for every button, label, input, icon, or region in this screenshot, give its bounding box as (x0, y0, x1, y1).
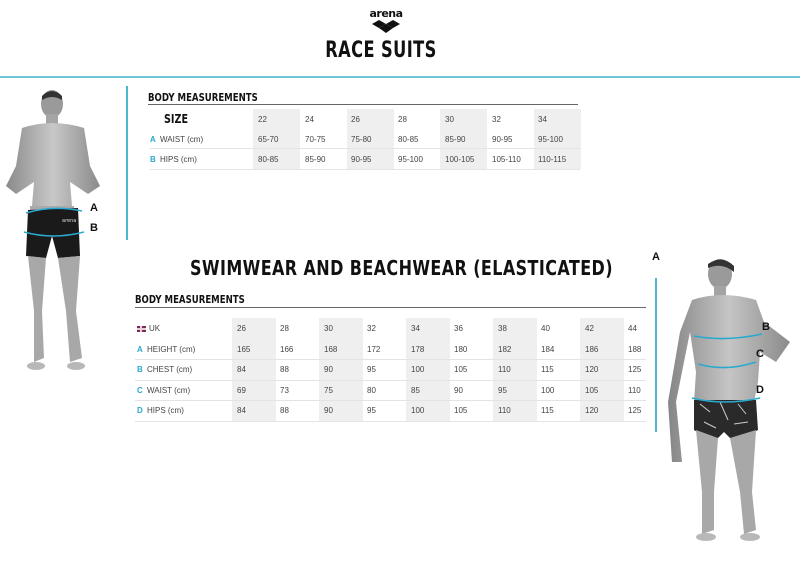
row-letter-b: B (137, 365, 143, 374)
uk-size-cell: 26 (237, 324, 246, 333)
swim-figure-label-d: D (756, 384, 764, 396)
race-suit-model-figure (0, 86, 120, 381)
row-divider (135, 380, 646, 381)
row-label-uk: UK (149, 324, 161, 333)
swim-figure-label-a: A (652, 251, 660, 263)
height-cell: 168 (324, 345, 338, 354)
race-suits-body-measurements-header: BODY MEASUREMENTS (148, 91, 258, 104)
swimwear-height-accent-line (655, 278, 657, 432)
waist-cell: 90 (454, 386, 463, 395)
page-title (69, 38, 694, 63)
waist-cell: 65-70 (258, 135, 279, 144)
height-cell: 166 (280, 345, 294, 354)
uk-size-cell: 44 (628, 324, 637, 333)
hips-cell: 100 (411, 406, 425, 415)
uk-size-cell: 30 (324, 324, 333, 333)
chest-cell: 120 (585, 365, 599, 374)
top-divider (0, 76, 800, 78)
chest-cell: 125 (628, 365, 642, 374)
chest-cell: 84 (237, 365, 246, 374)
chest-cell: 110 (498, 365, 511, 374)
row-divider (135, 421, 646, 422)
race-suits-accent-line (126, 86, 128, 240)
row-letter-d: D (137, 406, 143, 415)
uk-size-cell: 32 (367, 324, 376, 333)
swimwear-header-rule (135, 307, 646, 308)
chest-cell: 90 (324, 365, 333, 374)
logo-text: arena (369, 7, 403, 20)
height-cell: 172 (367, 345, 381, 354)
height-cell: 184 (541, 345, 555, 354)
hips-cell: 85-90 (305, 155, 326, 164)
height-cell: 165 (237, 345, 251, 354)
size-cell: 30 (445, 115, 454, 124)
row-letter-a: A (137, 345, 143, 354)
hips-cell: 105-110 (492, 155, 521, 164)
chest-cell: 100 (411, 365, 425, 374)
waist-cell: 80-85 (398, 135, 419, 144)
row-divider (135, 359, 646, 360)
height-cell: 180 (454, 345, 468, 354)
waist-cell: 90-95 (492, 135, 513, 144)
waist-cell: 105 (585, 386, 599, 395)
race-figure-label-a: A (90, 202, 98, 214)
row-divider (150, 148, 580, 149)
waist-cell: 75 (324, 386, 333, 395)
swimwear-section-title: SWIMWEAR AND BEACHWEAR (ELASTICATED) (190, 256, 613, 280)
swimwear-model-figure (664, 252, 800, 552)
waist-cell: 70-75 (305, 135, 326, 144)
size-cell: 34 (538, 115, 547, 124)
male-model-jammer-image (0, 86, 120, 381)
uk-size-cell: 36 (454, 324, 463, 333)
row-letter-a: A (150, 135, 156, 144)
hips-cell: 95-100 (398, 155, 423, 164)
chest-cell: 95 (367, 365, 376, 374)
chest-cell: 105 (454, 365, 468, 374)
row-label-waist: WAIST (cm) (160, 135, 204, 144)
hips-cell: 88 (280, 406, 289, 415)
hips-cell: 125 (628, 406, 642, 415)
chest-cell: 88 (280, 365, 289, 374)
uk-size-cell: 28 (280, 324, 289, 333)
arena-diamond-icon (372, 20, 400, 34)
svg-text:arena: arena (62, 218, 77, 224)
row-label-chest: CHEST (cm) (147, 365, 193, 374)
waist-cell: 85 (411, 386, 420, 395)
waist-cell: 80 (367, 386, 376, 395)
hips-cell: 95 (367, 406, 376, 415)
size-cell: 26 (351, 115, 360, 124)
height-cell: 182 (498, 345, 512, 354)
waist-cell: 75-80 (351, 135, 372, 144)
size-cell: 32 (492, 115, 501, 124)
size-label: SIZE (164, 112, 189, 126)
hips-cell: 105 (454, 406, 468, 415)
arena-logo (366, 8, 406, 36)
uk-size-cell: 42 (585, 324, 594, 333)
row-letter-c: C (137, 386, 143, 395)
size-cell: 22 (258, 115, 267, 124)
height-cell: 178 (411, 345, 425, 354)
page-title-text: RACE SUITS (325, 38, 437, 63)
hips-cell: 80-85 (258, 155, 279, 164)
row-letter-b: B (150, 155, 156, 164)
swimwear-body-measurements-header: BODY MEASUREMENTS (135, 293, 245, 306)
uk-size-cell: 34 (411, 324, 420, 333)
row-divider (135, 400, 646, 401)
hips-cell: 100-105 (445, 155, 475, 164)
size-cell: 24 (305, 115, 314, 124)
swim-figure-label-c: C (756, 348, 764, 360)
height-cell: 188 (628, 345, 642, 354)
race-figure-label-b: B (90, 222, 98, 234)
waist-cell: 85-90 (445, 135, 466, 144)
uk-flag-icon (137, 326, 146, 332)
hips-cell: 110-115 (538, 155, 567, 164)
uk-size-cell: 40 (541, 324, 550, 333)
uk-size-cell: 38 (498, 324, 507, 333)
waist-cell: 95 (498, 386, 507, 395)
row-label-waist: WAIST (cm) (147, 386, 191, 395)
waist-cell: 73 (280, 386, 289, 395)
row-divider (150, 169, 580, 170)
male-model-briefs-image (664, 252, 800, 552)
hips-cell: 84 (237, 406, 246, 415)
height-cell: 186 (585, 345, 599, 354)
waist-cell: 110 (628, 386, 641, 395)
hips-cell: 115 (541, 406, 554, 415)
row-label-height: HEIGHT (cm) (147, 345, 196, 354)
size-cell: 28 (398, 115, 407, 124)
race-suits-header-rule (148, 104, 578, 105)
hips-cell: 110 (498, 406, 511, 415)
swim-figure-label-b: B (762, 321, 770, 333)
hips-cell: 90-95 (351, 155, 372, 164)
chest-cell: 115 (541, 365, 554, 374)
row-label-hips: HIPS (cm) (160, 155, 197, 164)
waist-cell: 69 (237, 386, 246, 395)
waist-cell: 95-100 (538, 135, 563, 144)
row-label-hips: HIPS (cm) (147, 406, 184, 415)
hips-cell: 120 (585, 406, 599, 415)
hips-cell: 90 (324, 406, 333, 415)
waist-cell: 100 (541, 386, 555, 395)
